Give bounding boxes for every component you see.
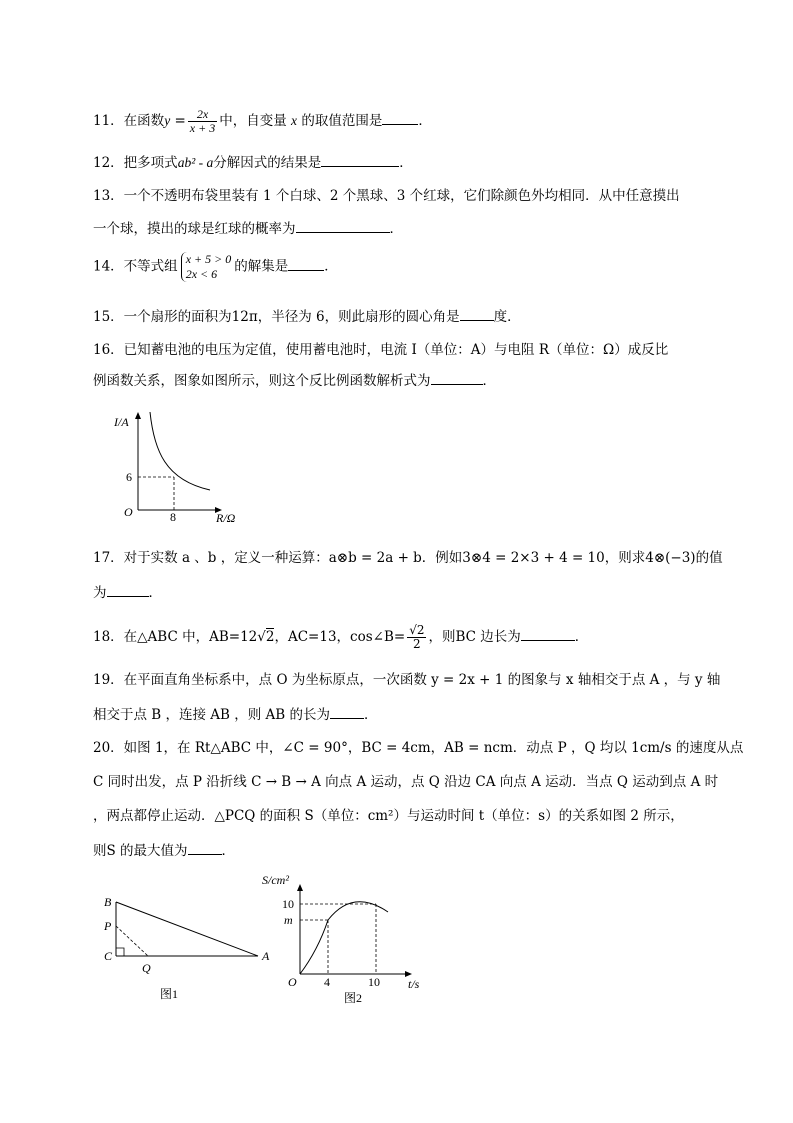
q14-text: 的解集是	[234, 258, 289, 275]
q17-end: ．	[148, 585, 162, 601]
q14-answer-blank[interactable]	[288, 256, 324, 271]
fig1-caption: 图1	[160, 987, 179, 1001]
question-19	[93, 670, 721, 725]
q16-y-label: I/A	[114, 415, 129, 429]
q16-graph	[110, 410, 250, 528]
q11-text2: 的取值范围是	[301, 113, 383, 129]
q17-answer-blank[interactable]	[107, 582, 149, 597]
q20-line2: C 同时出发，点 P 沿折线 C → B → A 向点 A 运动，点 Q 沿边 CA 向点 A 运动．当点 Q 运动到点 A 时	[93, 774, 719, 790]
q12-prefix: 12．把多项式	[93, 155, 178, 171]
q18-frac-num: √2	[409, 623, 425, 637]
fig1-label-b: B	[104, 895, 112, 909]
fig2-x-label: t/s	[408, 977, 420, 991]
q12-answer-blank[interactable]	[321, 152, 399, 167]
q13-end: ．	[389, 221, 403, 237]
q11-y: y	[164, 113, 171, 128]
q14-inequality-system	[181, 252, 232, 282]
q20-answer-blank[interactable]	[188, 840, 222, 855]
fig2-y-arrow	[297, 884, 303, 891]
q20-figure-2	[258, 870, 428, 1010]
q18-middle: ，AC=13，cos∠B=	[274, 629, 406, 645]
q18-sqrt: √2	[257, 629, 275, 645]
q18-sqrt-arg: 2	[265, 629, 275, 645]
q11-denominator: x + 3	[189, 121, 216, 135]
q16-y-tick: 6	[126, 470, 132, 484]
fig1-label-p: P	[104, 919, 112, 933]
q18-frac-den: 2	[413, 637, 421, 651]
q17-line2: 为	[93, 585, 107, 601]
fig2-curve-rising	[300, 920, 328, 974]
question-20	[93, 738, 744, 861]
question-14	[93, 252, 713, 282]
q16-line1: 16．已知蓄电池的电压为定值，使用蓄电池时，电流 I（单位：A）与电阻 R（单位：Ω）成反比	[93, 342, 669, 358]
fig1-label-a: A	[262, 949, 270, 963]
q14-end: ．	[324, 258, 338, 275]
fig2-tick-x10: 10	[368, 975, 380, 989]
question-11	[93, 108, 713, 135]
q16-line2: 例函数关系，图象如图所示，则这个反比例函数解析式为	[93, 373, 431, 389]
q20-end: ．	[221, 843, 236, 859]
q16-origin: O	[124, 505, 133, 519]
question-15	[93, 306, 713, 327]
q11-prefix: 11．在函数	[93, 113, 165, 129]
q15-text: 15．一个扇形的面积为12π，半径为 6，则此扇形的圆心角是	[93, 309, 460, 325]
q19-end: ．	[364, 707, 378, 723]
q18-fraction	[407, 624, 426, 651]
q18-text: ，则BC 边长为	[428, 629, 521, 645]
q16-x-label: R/Ω	[216, 511, 236, 525]
q14-inequality-2: 2x < 6	[185, 267, 218, 281]
q18-answer-blank[interactable]	[521, 626, 575, 641]
q19-line1: 19．在平面直角坐标系中，点 O 为坐标原点，一次函数 y = 2x + 1 的图象与 x 轴相交于点 A ，与 y 轴	[93, 672, 721, 688]
fig2-caption: 图2	[344, 991, 363, 1005]
q19-answer-blank[interactable]	[330, 704, 364, 719]
q12-expression: ab² - a	[177, 155, 214, 170]
question-16	[93, 340, 713, 391]
q11-variable: x	[291, 113, 298, 128]
q16-x-tick: 8	[170, 510, 176, 524]
q20-figure-1	[98, 890, 280, 1008]
q15-end: 度．	[493, 309, 521, 325]
q12-end: ．	[399, 155, 413, 171]
q11-numerator: 2x	[188, 108, 217, 122]
q16-end: ．	[482, 373, 496, 389]
q18-end: ．	[574, 629, 589, 645]
q14-prefix: 14．不等式组	[93, 258, 178, 275]
q11-eq: =	[174, 113, 186, 129]
fig1-side-ab	[116, 902, 258, 956]
q12-text: 分解因式的结果是	[213, 155, 322, 171]
q13-answer-blank[interactable]	[296, 218, 390, 233]
q19-line2: 相交于点 B ，连接 AB ，则 AB 的长为	[93, 707, 331, 723]
fig2-tick-10: 10	[282, 897, 294, 911]
fig1-label-q: Q	[142, 961, 151, 975]
q20-line4: 则S 的最大值为	[93, 843, 188, 859]
question-12	[93, 152, 713, 173]
fig2-y-label: S/cm²	[262, 873, 289, 887]
q20-line1: 20．如图 1，在 Rt△ABC 中，∠C = 90°，BC = 4cm，AB = ncm．动点 P ，Q 均以 1cm/s 的速度从点	[93, 740, 744, 756]
fig2-curve-arc	[328, 902, 388, 920]
q11-fraction	[188, 108, 217, 135]
q16-curve	[150, 412, 210, 490]
q15-answer-blank[interactable]	[460, 306, 494, 321]
q18-prefix: 18．在△ABC 中，AB=12	[93, 629, 258, 645]
question-13	[93, 186, 713, 239]
q13-line2: 一个球，摸出的球是红球的概率为	[93, 221, 296, 237]
question-18	[93, 624, 713, 651]
q14-inequality-1: x + 5 > 0	[185, 252, 232, 266]
q11-text: 中，自变量	[219, 113, 287, 129]
fig1-right-angle	[116, 948, 124, 956]
fig2-tick-m: m	[284, 913, 293, 927]
q20-line3: ，两点都停止运动．△PCQ 的面积 S（单位：cm²）与运动时间 t（单位：s）的关系如图 2 所示，	[93, 808, 684, 824]
fig2-tick-4: 4	[324, 975, 330, 989]
q16-y-arrow	[135, 412, 141, 419]
q11-end: ．	[418, 113, 432, 129]
q16-answer-blank[interactable]	[431, 370, 483, 385]
q11-answer-blank[interactable]	[382, 110, 418, 125]
fig1-label-c: C	[104, 949, 113, 963]
fig1-pq-dash	[116, 926, 148, 956]
question-17	[93, 548, 723, 603]
q13-line1: 13．一个不透明布袋里装有 1 个白球、2 个黑球、3 个红球，它们除颜色外均相同．从中任意摸出	[93, 188, 680, 204]
q17-line1: 17．对于实数 a 、b ，定义一种运算：a⊗b = 2a + b．例如3⊗4 = 2×3 + 4 = 10，则求4⊗(−3)的值	[93, 550, 723, 566]
fig2-origin: O	[288, 975, 297, 989]
